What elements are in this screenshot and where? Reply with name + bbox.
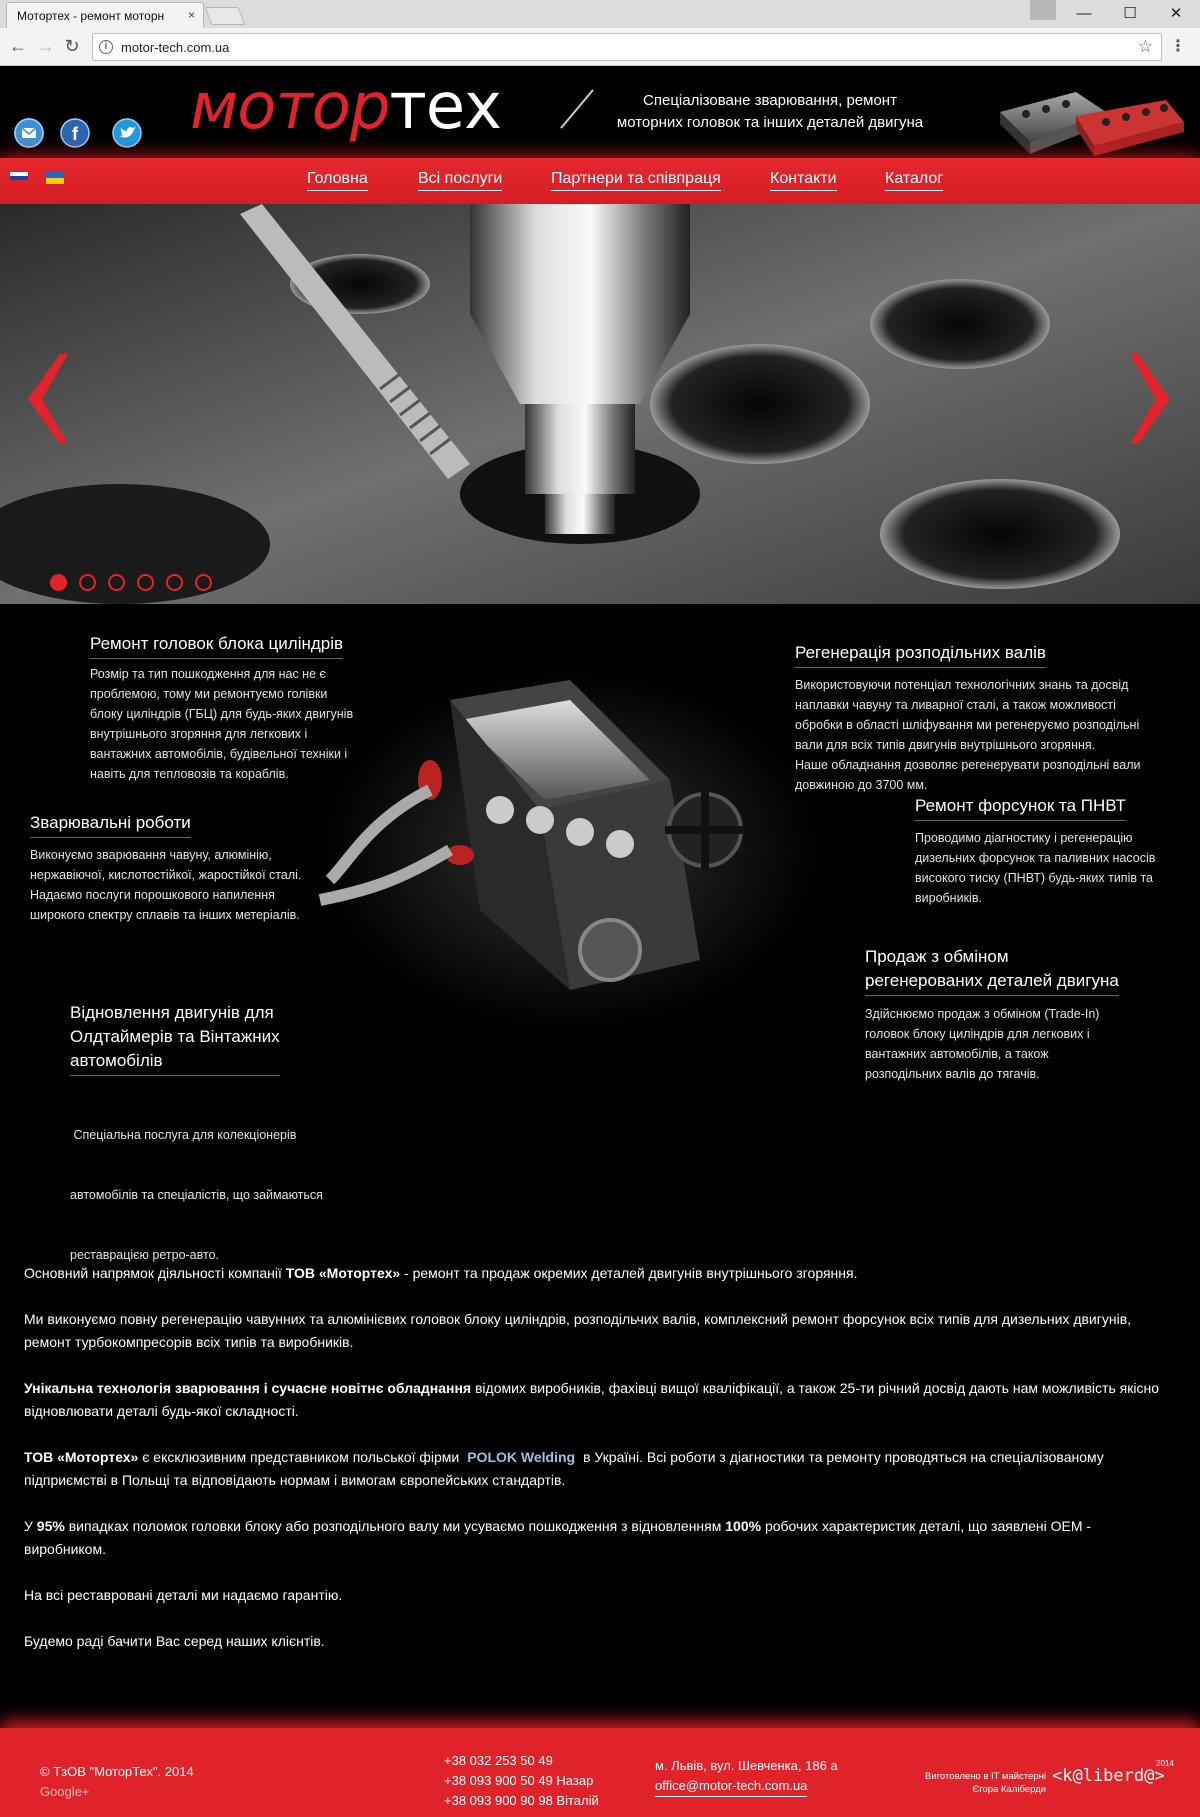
footer-phones — [444, 1751, 599, 1811]
made-by-line: Виготовлено в IT майстерні — [925, 1771, 1046, 1782]
main-nav — [0, 158, 1200, 204]
phone-number[interactable]: +38 093 900 50 49 Назар — [444, 1773, 594, 1788]
cylinder-heads-image — [996, 82, 1186, 162]
text-line: Надаємо послуги порошкового напилення — [30, 888, 275, 902]
window-close-icon[interactable]: ✕ — [1169, 5, 1183, 22]
text-line: довжиною до 3700 мм. — [795, 778, 928, 792]
about-paragraph: Ми виконуємо повну регенерацію чавунних та алюмінієвих головок блоку циліндрів, розподільчих валів, комплексний ремонт форсунок всіх типів для дизельних двигунів, ремонт турбокомпресорів всіх типів та виробників. — [24, 1311, 1132, 1350]
text-line: блоку циліндрів (ГБЦ) для будь-яких двигунів — [90, 707, 354, 721]
text-line: головок блоку циліндрів для легкових і — [865, 1027, 1090, 1041]
text-line: проблемою, тому ми ремонтуємо голівки — [90, 687, 328, 701]
text-span: випадках поломок головки блоку або розподільного валу ми усуваємо пошкодження з відновленням — [64, 1518, 726, 1534]
back-icon[interactable]: ← — [9, 36, 27, 56]
browser-toolbar — [0, 28, 1200, 66]
text-line: високого тиску (ПНВТ) будь-яких типів та — [915, 871, 1154, 885]
text-line: широкого спектру сплавів та інших метеріалів. — [30, 908, 300, 922]
address-bar[interactable] — [92, 33, 1162, 61]
text-span: У — [24, 1518, 37, 1534]
hero-slider — [0, 204, 1200, 604]
text-line: вантажних автомобілів, а також — [865, 1047, 1049, 1061]
text-line: розподільних валів до тягачів. — [865, 1067, 1040, 1081]
text-line: навіть для тепловозів та кораблів. — [90, 767, 289, 781]
footer-address-block — [655, 1756, 838, 1797]
service-title-cylinder-heads[interactable]: Ремонт головок блока циліндрів — [90, 632, 343, 659]
slider-dot[interactable] — [108, 574, 125, 591]
bookmark-star-icon[interactable]: ☆ — [1137, 37, 1153, 56]
text-line: Використовуючи потенціал технологічних знань та досвід — [795, 678, 1129, 692]
about-paragraph: Будемо раді бачити Вас серед наших клієнтів. — [24, 1633, 325, 1649]
text-span: - ремонт та продаж окремих деталей двигунів внутрішнього згоряння. — [400, 1265, 858, 1281]
footer-developer-logo[interactable]: <k@liberd@> — [1052, 1766, 1165, 1786]
company-name: ТОВ «Мотортех» — [285, 1265, 401, 1281]
title-line: Олдтаймерів та Вінтажних — [70, 1027, 280, 1046]
reload-icon[interactable]: ↻ — [64, 36, 80, 56]
phone-number[interactable]: +38 032 253 50 49 — [444, 1753, 553, 1768]
footer-address: м. Львів, вул. Шевченка, 186 а — [655, 1758, 838, 1773]
address-url[interactable]: motor-tech.com.ua — [121, 40, 230, 55]
text-line: вантажних автомобілів, будівельної техніки і — [90, 747, 348, 761]
bold-text: 95% — [36, 1518, 65, 1534]
slider-dot[interactable] — [79, 574, 96, 591]
text-line: нержавіючої, кислотостійкої, жаростійкої сталі. — [30, 868, 302, 882]
service-text-cylinder-heads — [90, 664, 390, 784]
about-paragraph: На всі реставровані деталі ми надаємо гарантію. — [24, 1587, 343, 1603]
text-line: Виконуємо зварювання чавуну, алюмінію, — [30, 848, 272, 862]
service-title-welding[interactable]: Зварювальні роботи — [30, 811, 191, 838]
tagline-line-2: моторних головок та інших деталей двигуна — [616, 114, 924, 131]
text-span: робочих характеристик деталі, що заявлені OEM - виробником. — [24, 1518, 1092, 1557]
email-icon[interactable] — [14, 118, 44, 148]
title-line: автомобілів — [70, 1051, 163, 1070]
twitter-icon[interactable] — [112, 118, 142, 148]
nav-home[interactable]: Головна — [307, 170, 368, 191]
company-name: ТОВ «Мотортех» — [24, 1449, 139, 1465]
new-tab-button[interactable] — [205, 7, 246, 25]
service-title-oldtimers[interactable] — [70, 1001, 280, 1076]
text-line: Здійснюємо продаж з обміном (Trade-In) — [865, 1007, 1100, 1021]
about-paragraph — [24, 1515, 1174, 1561]
service-text-oldtimers — [70, 1085, 370, 1285]
made-by-line: Єгора Калiберди — [972, 1784, 1046, 1795]
minimize-icon[interactable]: — — [1076, 5, 1092, 22]
text-line: реставрацією ретро-авто. — [70, 1248, 220, 1262]
slider-dot[interactable] — [50, 574, 67, 591]
russian-flag-icon[interactable] — [10, 172, 28, 184]
slider-dot[interactable] — [195, 574, 212, 591]
about-paragraph — [24, 1377, 1174, 1423]
phone-number[interactable]: +38 093 900 90 98 Віталій — [444, 1793, 599, 1808]
service-title-trade-in[interactable] — [865, 945, 1119, 996]
footer-google-plus-link[interactable]: Google+ — [40, 1784, 90, 1799]
logo-divider — [560, 89, 594, 129]
about-paragraph — [24, 1446, 1174, 1492]
slider-prev-arrow-icon[interactable] — [28, 354, 68, 444]
site-header — [0, 66, 1200, 158]
text-span: відомих виробників, фахівці вищої кваліфікації, а також 25-ти річний досвід дають нам можливість якісно відновлювати деталі будь-якої складності. — [24, 1380, 1159, 1419]
text-line: вали для всіх типів двигунів внутрішнього згоряння. — [795, 738, 1096, 752]
polok-welding-link[interactable]: POLOK Welding — [467, 1449, 576, 1465]
service-title-injectors[interactable]: Ремонт форсунок та ПНВТ — [915, 794, 1126, 821]
about-section — [24, 1262, 1174, 1676]
site-logo[interactable] — [190, 72, 501, 142]
browser-tab[interactable] — [6, 2, 204, 28]
slider-dot[interactable] — [166, 574, 183, 591]
text-line: наплавки чавуну та ливарної сталі, а також можливості — [795, 698, 1116, 712]
maximize-icon[interactable]: ☐ — [1123, 5, 1137, 22]
text-line: Проводимо діагностику і регенерацію — [915, 831, 1133, 845]
footer-made-by — [900, 1770, 1046, 1796]
text-line: автомобілів та спеціалістів, що займаються — [70, 1188, 323, 1202]
text-line: обробки в області шліфування ми регенеруємо розподільні — [795, 718, 1140, 732]
service-text-welding — [30, 845, 340, 925]
facebook-icon[interactable] — [60, 118, 90, 148]
footer-developer-year: 2014 — [1156, 1759, 1174, 1768]
forward-icon[interactable]: → — [37, 36, 55, 56]
slider-dot[interactable] — [137, 574, 154, 591]
tab-title: Мотортех - ремонт моторн — [17, 9, 165, 23]
nav-catalog[interactable]: Каталог — [885, 170, 943, 191]
bold-text: Унікальна технологія зварювання і сучасне новітнє обладнання — [24, 1380, 472, 1396]
browser-tab-bar — [0, 0, 1200, 28]
tab-close-icon[interactable]: × — [187, 8, 195, 22]
text-span: в Україні. Всі роботи з діагностики та ремонту проводяться на спеціалізованому підприємстві в Польщі та відповідають нормам і вимогам європейських стандартів. — [24, 1449, 1104, 1488]
nav-contacts[interactable]: Контакти — [770, 170, 837, 191]
text-line: Наше обладнання дозволяє регенерувати розподільні вали — [795, 758, 1141, 772]
text-line: Розмір та тип пошкодження для нас не є — [90, 667, 326, 681]
service-text-injectors — [915, 828, 1185, 908]
nav-partners[interactable]: Партнери та співпраця — [551, 170, 721, 191]
slider-next-arrow-icon[interactable] — [1130, 354, 1170, 444]
profile-icon[interactable] — [1030, 0, 1056, 20]
footer-email-link[interactable]: office@motor-tech.com.ua — [655, 1776, 807, 1797]
info-icon[interactable]: i — [99, 40, 113, 54]
service-text-camshafts — [795, 675, 1185, 795]
service-title-camshafts[interactable]: Регенерація розподільних валів — [795, 641, 1046, 668]
title-line: Продаж з обміном — [865, 947, 1009, 966]
footer-copyright: © ТзОВ "МоторТех". 2014 — [40, 1764, 194, 1779]
text-span: Основний напрямок діяльності компанії — [24, 1265, 286, 1281]
title-line: Відновлення двигунів для — [70, 1003, 274, 1022]
title-line: регенерованих деталей двигуна — [865, 971, 1119, 990]
nav-services[interactable]: Всі послуги — [418, 170, 502, 191]
logo-red-part: мотор — [190, 70, 390, 144]
about-paragraph — [24, 1262, 1174, 1285]
ukrainian-flag-icon[interactable] — [46, 172, 64, 184]
site-tagline — [600, 90, 940, 134]
text-line: внутрішнього згоряння для легкових і — [90, 727, 308, 741]
text-line: Спеціальна послуга для колекціонерів — [70, 1128, 297, 1142]
text-line: дизельних форсунок та паливних насосів — [915, 851, 1156, 865]
browser-menu-icon[interactable]: ⋮ — [1170, 38, 1186, 55]
site-footer — [0, 1728, 1200, 1817]
service-text-trade-in — [865, 1004, 1165, 1084]
bold-text: 100% — [725, 1518, 762, 1534]
svg-text:f: f — [72, 124, 78, 144]
logo-white-part: тех — [389, 70, 502, 144]
hero-slide-image — [0, 204, 1200, 604]
text-line: виробників. — [915, 891, 982, 905]
tagline-line-1: Спеціалізоване зварювання, ремонт — [643, 92, 897, 109]
text-span: є ексклюзивним представником польської фірми — [138, 1449, 460, 1465]
